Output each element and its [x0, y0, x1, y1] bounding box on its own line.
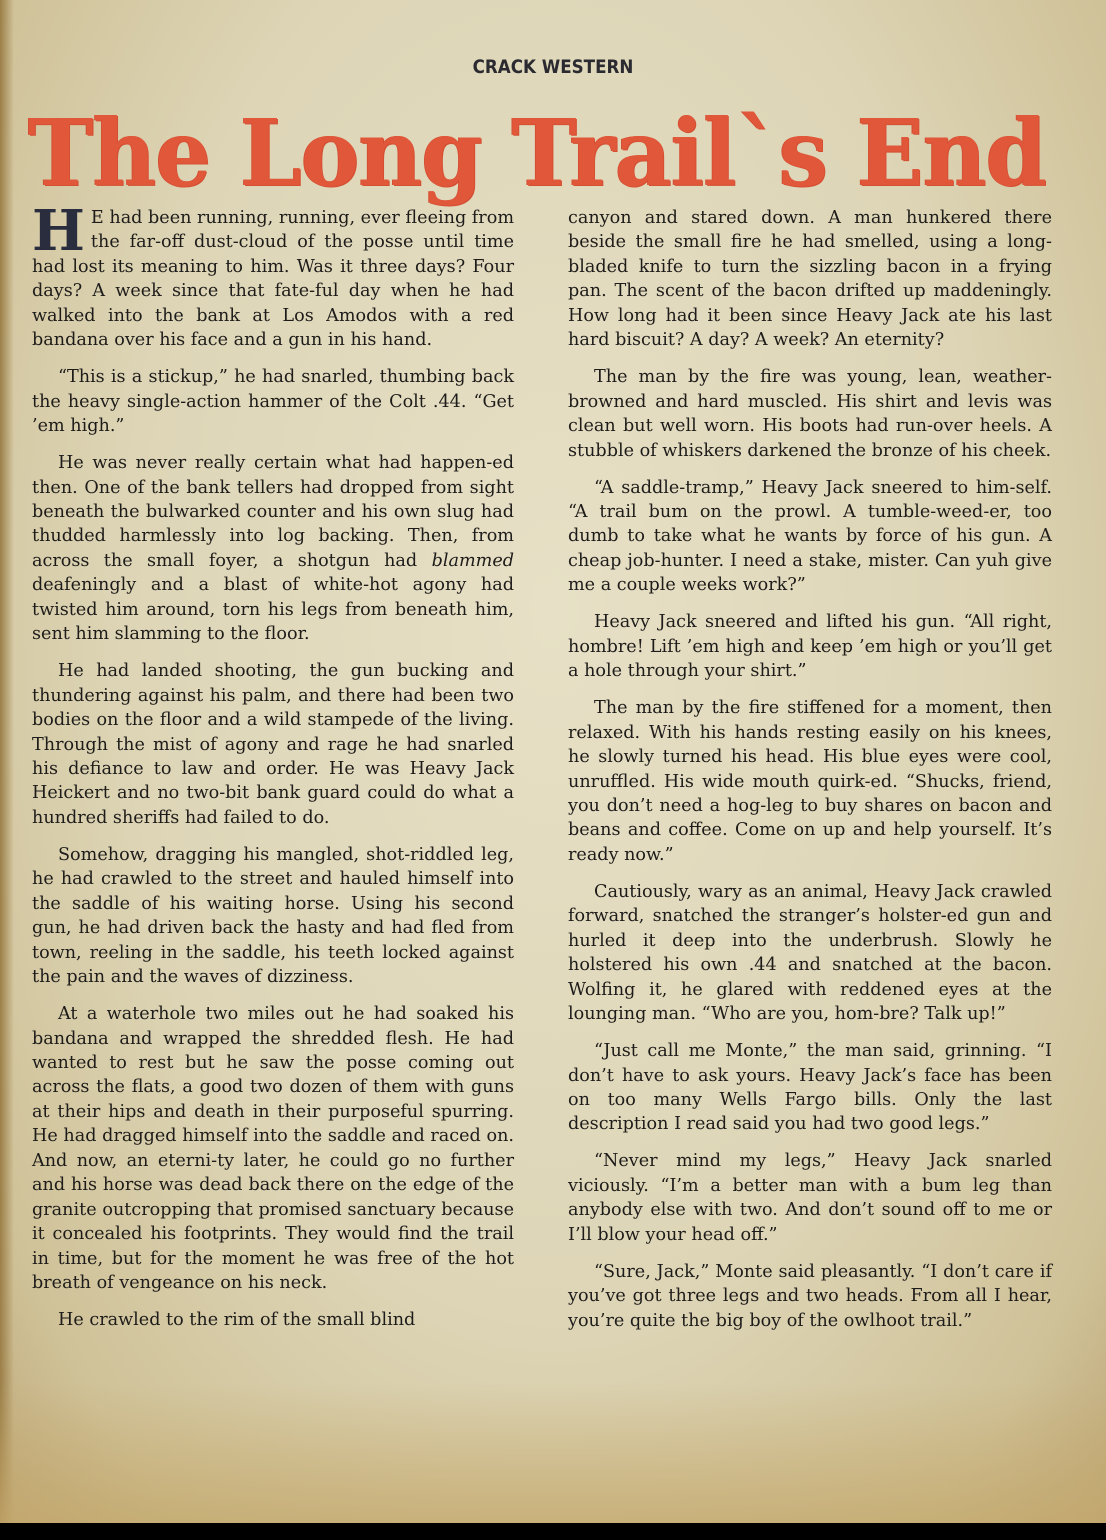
- paragraph: “Sure, Jack,” Monte said pleasantly. “I don’t care if you’ve got three legs and two heads. From all I hear, you’re quite the big boy of the owlhoot trail.”: [568, 1261, 1052, 1331]
- running-head: CRACK WESTERN: [472, 56, 634, 78]
- drop-cap: H: [32, 198, 85, 264]
- paragraph: Heavy Jack sneered and lifted his gun. “All right, hombre! Lift ’em high and keep ’em high or you’ll get a hole through your shirt.”: [568, 612, 1052, 682]
- paragraph: “This is a stickup,” he had snarled, thumbing back the heavy single-action hammer of the Colt .44. “Get ’em high.”: [32, 367, 514, 437]
- paragraph: He had landed shooting, the gun bucking and thundering against his palm, and there had been two bodies on the floor and a wild stampede of the living. Through the mist of agony and rage he had snarled his defiance to law and order. He was Heavy Jack Heickert and no two-bit bank guard could do what a hundred sheriffs had failed to do.: [32, 661, 514, 828]
- paragraph: Cautiously, wary as an animal, Heavy Jack crawled forward, snatched the stranger’s holster-ed gun and hurled it deep into the underbrush. Slowly he holstered his own .44 and snatched at the bacon. Wolfing it, he glared with reddened eyes at the lounging man. “Who are you, hom-bre? Talk up!”: [568, 881, 1052, 1025]
- paragraph: “Just call me Monte,” the man said, grinning. “I don’t have to ask yours. Heavy Jack’s face has been on too many Wells Fargo bills. Only the last description I read said you had two good legs.”: [568, 1041, 1052, 1135]
- paragraph: canyon and stared down. A man hunkered there beside the small fire he had smelled, using a long-bladed knife to turn the sizzling bacon in a frying pan. The scent of the bacon drifted up maddeningly. How long had it been since Heavy Jack ate his last hard biscuit? A day? A week? An eternity?: [568, 208, 1052, 351]
- paragraph: “Never mind my legs,” Heavy Jack snarled viciously. “I’m a better man with a bum leg than anybody else with two. And don’t sound off to me or I’ll blow your head off.”: [568, 1151, 1052, 1245]
- paragraph: Somehow, dragging his mangled, shot-riddled leg, he had crawled to the street and hauled himself into the saddle of his waiting horse. Using his second gun, he had driven back the hasty and had fled from town, reeling in the saddle, his teeth locked against the pain and the waves of dizziness.: [32, 844, 514, 988]
- paragraph-text: He was never really certain what had happen-ed then. One of the bank tellers had dropped from sight beneath the bulwarked counter and his own slug had thudded harmlessly into log backing. Then, from across the small foyer, a shotgun had: [32, 453, 514, 571]
- paragraph-text: deafeningly and a blast of white-hot agony had twisted him around, torn his legs from beneath him, sent him slamming to the floor.: [32, 575, 514, 645]
- paragraph: The man by the fire stiffened for a moment, then relaxed. With his hands resting easily on his knees, he slowly turned his head. His blue eyes were cool, unruffled. His wide mouth quirk-ed. “Shucks, friend, you don’t need a hog-leg to buy shares on bacon and beans and coffee. Come on up and help yourself. It’s ready now.”: [568, 698, 1052, 865]
- paragraph: The man by the fire was young, lean, weather-browned and hard muscled. His shirt and levis was clean but well worn. His boots had run-over heels. A stubble of whiskers darkened the bronze of his cheek.: [568, 367, 1052, 461]
- paragraph: He crawled to the rim of the small blind: [58, 1310, 416, 1331]
- paragraph: [32, 451, 514, 647]
- right-column: [568, 206, 1052, 1346]
- left-column: [32, 198, 514, 1345]
- paragraph: At a waterhole two miles out he had soaked his bandana and wrapped the shredded flesh. He had wanted to rest but he saw the posse coming out across the flats, a good two dozen of them with guns at their hips and death in their purposeful spurring. He had dragged himself into the saddle and raced on. And now, an eterni-ty later, he could go no further and his horse was dead back there on the edge of the granite outcropping that promised sanctuary because it concealed his footprints. They would find the trail in time, but for the moment he was free of the hot breath of vengeance on his neck.: [32, 1004, 514, 1294]
- paragraph: “A saddle-tramp,” Heavy Jack sneered to him-self. “A trail bum on the prowl. A tumble-weed-er, too dumb to take what he wants by force of his gun. A cheap job-hunter. I need a stake, mister. Can yuh give me a couple weeks work?”: [568, 477, 1052, 596]
- emphasis-text: blammed: [431, 550, 514, 571]
- paragraph-text: E had been running, running, ever fleeing from the far-off dust-cloud of the posse until time had lost its meaning to him. Was it three days? Four days? A week since that fate-ful day when he had walked into the bank at Los Amodos with a red bandana over his face and a gun in his hand.: [32, 208, 514, 351]
- story-title: The Long Trail`s End: [28, 99, 1047, 207]
- paragraph: [32, 198, 514, 353]
